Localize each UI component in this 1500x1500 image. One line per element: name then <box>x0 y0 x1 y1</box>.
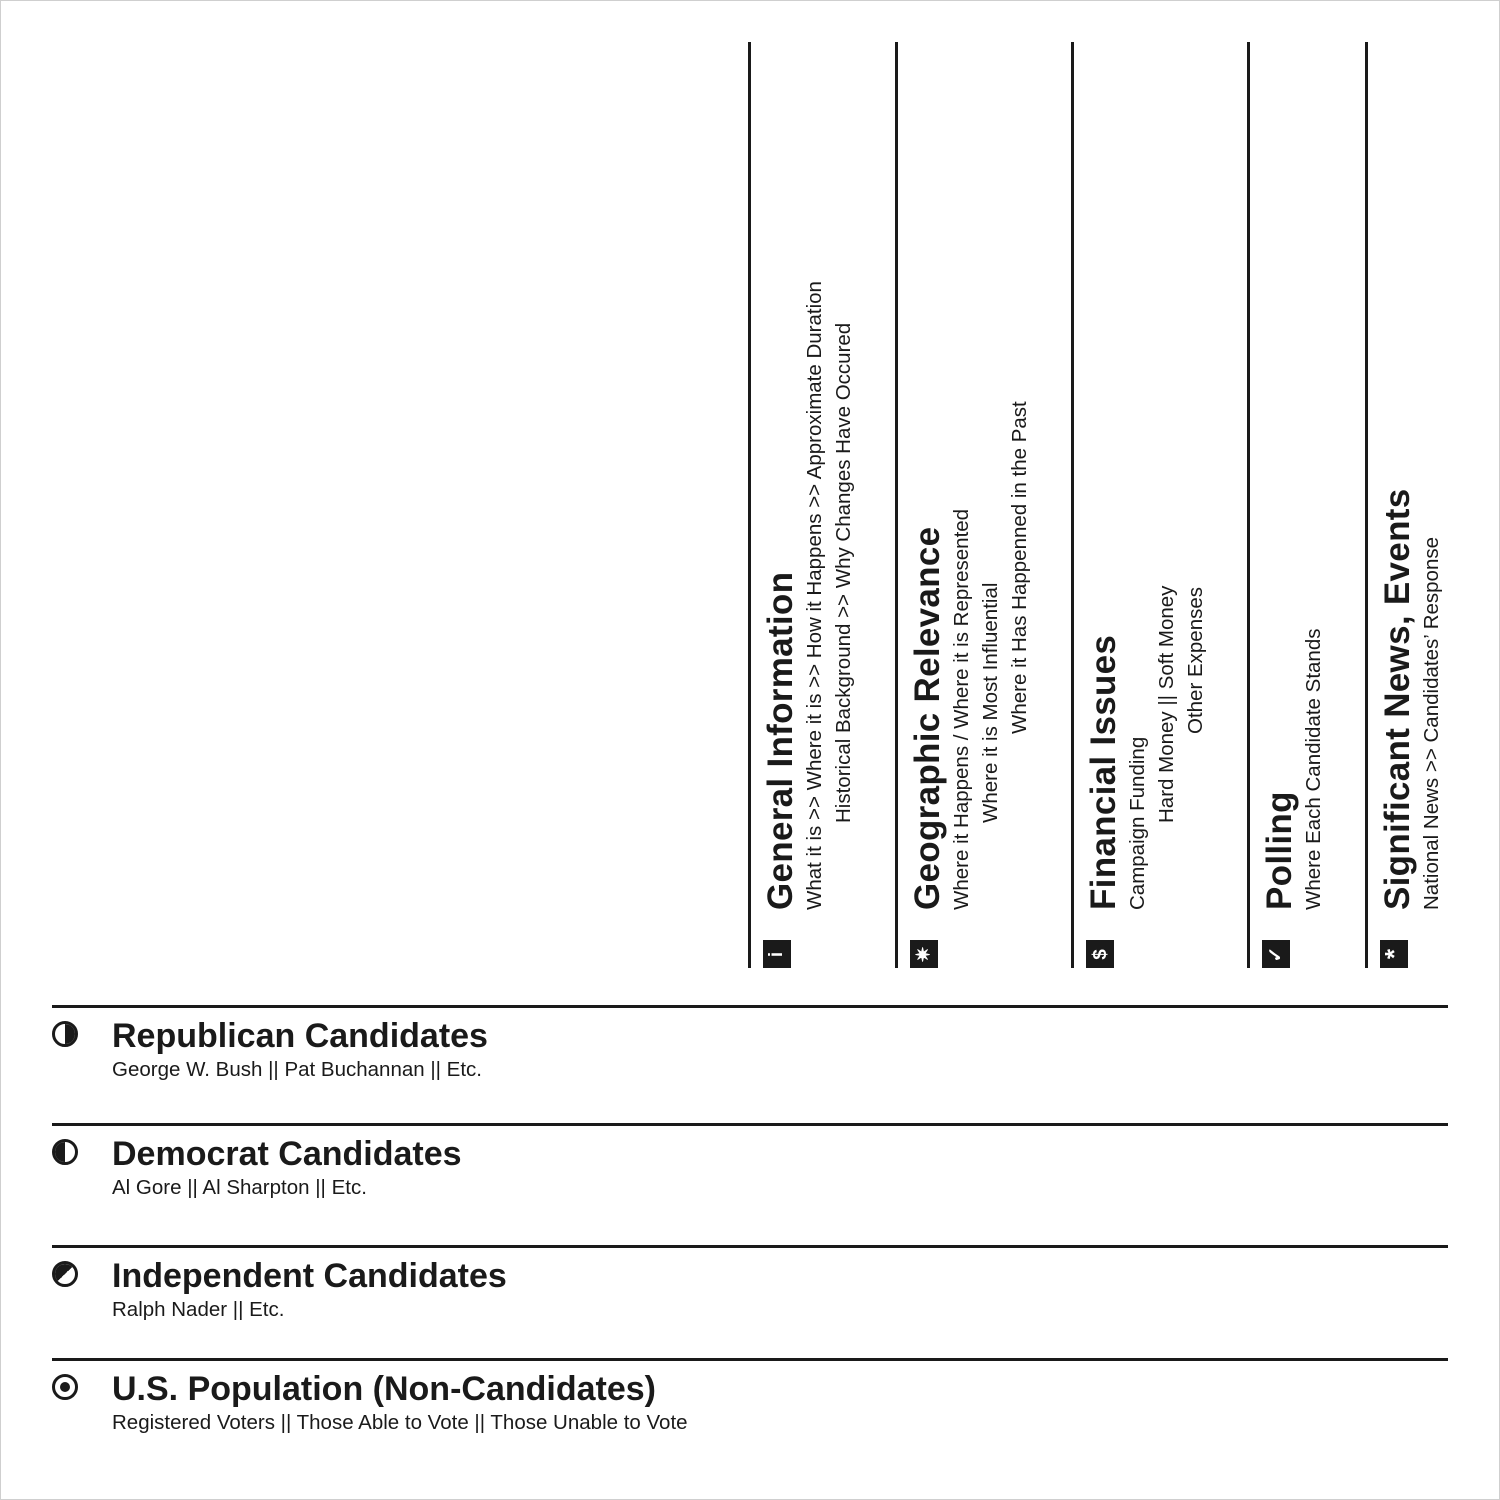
column-divider <box>748 42 751 968</box>
topic-column-geographic-relevance <box>895 42 1055 968</box>
column-line: Where it is Most Influential <box>979 582 1002 823</box>
dollar-icon: $ <box>1086 940 1114 968</box>
row-subtitle: George W. Bush || Pat Buchannan || Etc. <box>112 1058 483 1081</box>
row-divider <box>52 1123 1448 1126</box>
column-line: Hard Money || Soft Money <box>1155 585 1178 823</box>
info-icon: i <box>763 940 791 968</box>
row-title: Independent Candidates <box>112 1257 507 1295</box>
starburst-icon: ✷ <box>910 940 938 968</box>
row-divider <box>52 1245 1448 1248</box>
column-divider <box>1071 42 1074 968</box>
column-line: Where it Has Happenned in the Past <box>1008 401 1031 734</box>
column-divider <box>1247 42 1250 968</box>
column-line: Where it Happens / Where it is Represented <box>950 508 973 910</box>
column-title: General Information <box>761 571 800 910</box>
dot-circle-icon <box>52 1374 78 1400</box>
row-title: Republican Candidates <box>112 1017 488 1055</box>
row-subtitle: Al Gore || Al Sharpton || Etc. <box>112 1176 367 1199</box>
checkmark-icon: ✓ <box>1262 940 1290 968</box>
column-text <box>762 281 858 910</box>
column-title: Polling <box>1260 791 1299 910</box>
column-title: Financial Issues <box>1084 634 1123 910</box>
column-line: What it is >> Where it is >> How it Happens >> Approximate Duration <box>803 281 826 910</box>
half-circle-left-icon <box>52 1139 78 1165</box>
row-divider <box>52 1358 1448 1361</box>
column-line: Other Expenses <box>1184 587 1207 734</box>
column-title: Geographic Relevance <box>908 526 947 910</box>
row-subtitle: Ralph Nader || Etc. <box>112 1298 285 1321</box>
column-line: Campaign Funding <box>1126 736 1149 910</box>
column-text <box>909 401 1034 910</box>
row-divider <box>52 1005 1448 1008</box>
column-text <box>1085 586 1210 910</box>
row-subtitle: Registered Voters || Those Able to Vote || Those Unable to Vote <box>112 1411 688 1434</box>
column-divider <box>895 42 898 968</box>
row-title: U.S. Population (Non-Candidates) <box>112 1370 656 1408</box>
half-circle-right-icon <box>52 1021 78 1047</box>
column-text <box>1379 489 1446 910</box>
asterisk-icon: * <box>1380 940 1408 968</box>
topic-column-general-information <box>748 42 908 968</box>
column-text <box>1261 629 1328 910</box>
topic-column-significant-news <box>1365 42 1485 968</box>
topic-column-financial-issues <box>1071 42 1231 968</box>
column-line: Where Each Candidate Stands <box>1302 628 1325 910</box>
column-divider <box>1365 42 1368 968</box>
column-line: Historical Background >> Why Changes Have Occured <box>832 322 855 823</box>
row-title: Democrat Candidates <box>112 1135 462 1173</box>
diagonal-half-circle-icon <box>52 1261 78 1287</box>
column-line: National News >> Candidates’ Response <box>1420 536 1443 910</box>
column-title: Significant News, Events <box>1378 488 1417 910</box>
